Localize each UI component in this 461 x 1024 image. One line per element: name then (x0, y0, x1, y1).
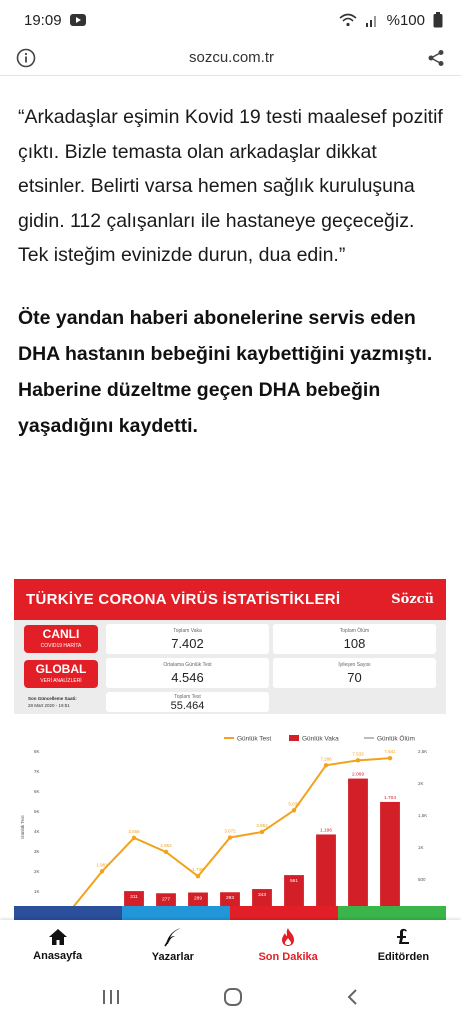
sozcu-logo: Sözcü (391, 592, 434, 607)
stat-label: Ortalama Günlük Test (163, 662, 212, 668)
stat-label: İyileşen Sayısı (338, 662, 371, 668)
legend-daily-case-swatch (289, 735, 299, 741)
stat-value: 7.402 (171, 636, 204, 651)
daily-test-label: 3.952 (256, 822, 268, 828)
daily-test-point (324, 763, 328, 767)
daily-test-label: 3.656 (128, 828, 140, 834)
bottom-navigation (0, 920, 461, 970)
global-analysis-badge[interactable] (24, 660, 98, 688)
quill-icon (163, 927, 183, 947)
infographic-header (14, 579, 446, 620)
daily-case-bar (348, 779, 368, 911)
daily-test-label: 1.981 (96, 862, 108, 868)
article-bold-paragraph: Öte yandan haberi abonelerine servis eden DHA hastanın bebeğini kaybettiğini yazmıştı. Haberine düzeltme geçen DHA bebeğin yaşadığını kaydetti. (18, 306, 433, 437)
y-tick-right: 1,5K (418, 813, 428, 818)
wifi-icon (339, 13, 357, 27)
stat-label: Toplam Vaka (173, 628, 202, 634)
legend-daily-death: Günlük Ölüm (377, 735, 415, 743)
last-updated-label: Son Güncelleme Saati: (28, 696, 77, 701)
stat-value: 4.546 (171, 670, 204, 685)
y-tick-left: 8K (34, 749, 40, 754)
daily-stats-chart (14, 719, 446, 920)
daily-test-label: 7.533 (352, 751, 364, 757)
daily-test-point (228, 835, 232, 839)
daily-case-label: 293 (225, 896, 235, 902)
url-text[interactable]: sozcu.com.tr (188, 49, 275, 66)
daily-case-label: 2.069 (351, 772, 365, 778)
stat-value: 70 (347, 670, 362, 685)
stat-total-cases (106, 624, 269, 654)
nav-breaking-news[interactable] (231, 920, 346, 970)
daily-test-point (164, 850, 168, 854)
daily-case-label: 343 (257, 893, 267, 899)
youtube-notification-icon (70, 14, 86, 26)
daily-test-point (196, 874, 200, 878)
recent-apps-icon[interactable] (101, 988, 121, 1006)
y-tick-left: 5K (34, 809, 40, 814)
daily-test-label: 7.286 (320, 756, 332, 762)
home-icon (48, 928, 68, 946)
article-body (18, 100, 443, 444)
stat-recovered (273, 658, 436, 688)
daily-case-label: 311 (130, 895, 138, 901)
y-tick-right: 1K (418, 845, 424, 850)
daily-case-label: 1.196 (319, 828, 333, 834)
daily-test-point (100, 869, 104, 873)
y-tick-left: 1K (34, 889, 40, 894)
nav-home-label: Anasayfa (33, 950, 83, 962)
stat-avg-daily-tests (106, 658, 269, 688)
corona-stats-infographic (14, 579, 446, 920)
status-time: 19:09 (24, 11, 62, 29)
daily-test-point (356, 758, 360, 762)
y-axis-label: Günlük Test (20, 815, 25, 839)
global-badge-title: GLOBAL (35, 662, 87, 676)
stat-value: 55.464 (170, 700, 205, 712)
y-tick-right: 500 (418, 877, 426, 882)
y-tick-right: 2K (418, 781, 424, 786)
stat-label: Toplam Test (174, 694, 201, 700)
battery-icon (433, 12, 443, 28)
y-tick-right: 2,5K (418, 749, 428, 754)
y-tick-left: 4K (34, 829, 40, 834)
nav-editors-label: Editörden (377, 951, 430, 963)
system-navigation-bar (0, 970, 461, 1024)
daily-test-label: 7.641 (384, 749, 396, 755)
last-updated (28, 695, 77, 709)
stat-total-tests (106, 692, 269, 712)
y-tick-left: 3K (34, 849, 40, 854)
pound-sign-icon (394, 927, 412, 947)
daily-case-bar (316, 834, 336, 911)
daily-case-bar (380, 802, 400, 911)
global-badge-subtitle: VERİ ANALİZLERİ (40, 678, 82, 684)
stat-label: Toplam Ölüm (339, 628, 370, 634)
status-bar (0, 0, 461, 40)
nav-authors-label: Yazarlar (151, 951, 194, 963)
daily-test-label: 3.672 (224, 828, 236, 834)
daily-case-label: 561 (289, 879, 299, 885)
footer-color-strip (14, 906, 122, 920)
daily-case-label: 277 (161, 897, 171, 903)
battery-percent: %100 (386, 11, 425, 29)
daily-test-label: 5.035 (288, 801, 300, 807)
daily-test-point (260, 830, 264, 834)
back-icon[interactable] (345, 988, 361, 1006)
stat-total-deaths (273, 624, 436, 654)
footer-color-strip (230, 906, 338, 920)
legend-daily-test: Günlük Test (237, 735, 272, 743)
footer-color-strip (338, 906, 446, 920)
browser-url-bar (0, 40, 461, 76)
y-tick-left: 2K (34, 869, 40, 874)
daily-test-point (132, 836, 136, 840)
legend-daily-case: Günlük Vaka (302, 735, 339, 743)
footer-color-strip (122, 906, 230, 920)
share-icon[interactable] (427, 49, 445, 67)
daily-test-line (70, 758, 390, 911)
daily-test-label: 2.952 (160, 842, 172, 848)
signal-icon (365, 13, 379, 27)
home-button-icon[interactable] (222, 986, 244, 1008)
nav-authors[interactable] (115, 920, 230, 970)
y-tick-left: 7K (34, 769, 40, 774)
stats-panel (14, 620, 446, 714)
daily-test-point (292, 808, 296, 812)
stat-value: 108 (343, 636, 366, 651)
live-badge-title: CANLI (42, 627, 80, 641)
infographic-title: TÜRKİYE CORONA VİRÜS İSTATİSTİKLERİ (26, 591, 341, 608)
info-icon[interactable] (16, 48, 36, 68)
daily-test-label: 1.738 (192, 867, 204, 873)
article-quote: “Arkadaşlar eşimin Kovid 19 testi maalesef pozitif çıktı. Bizle temasta olan arkadaşlar dikkat etsinler. Belirti varsa hemen sağlık kuruluşuna gidin. 112 çalışanları ile hastaneye geçeceğiz. Tek isteğim evinizde durun, dua edin.” (18, 106, 443, 266)
nav-breaking-news-label: Son Dakika (258, 951, 318, 963)
infographic-footer-bar (14, 906, 446, 920)
live-badge-subtitle: COVID19 HARİTA (40, 643, 82, 649)
live-map-badge[interactable] (24, 625, 98, 653)
y-tick-left: 6K (34, 789, 40, 794)
daily-test-point (388, 756, 392, 760)
nav-editors[interactable] (346, 920, 461, 970)
daily-case-label: 1.704 (383, 795, 397, 801)
last-updated-value: 28 Mart 2020 - 19:51 (28, 703, 70, 708)
daily-case-label: 289 (193, 896, 203, 902)
nav-home[interactable] (0, 920, 115, 970)
fire-icon (280, 927, 296, 947)
